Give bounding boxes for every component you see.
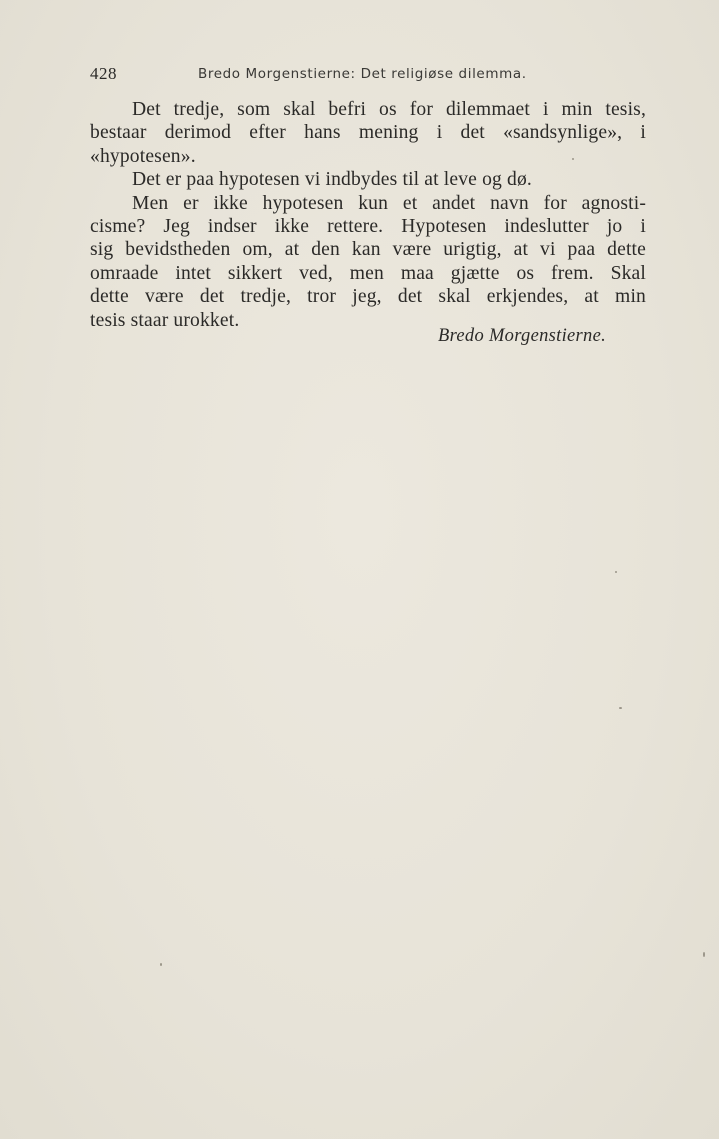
text-line: cisme? Jeg indser ikke rettere. Hypotesen indeslutter jo i (90, 216, 646, 238)
body-text (90, 98, 646, 332)
text-line: tesis staar urokket. (90, 309, 240, 331)
running-title: Bredo Morgenstierne: Det religiøse dilemma. (198, 66, 527, 82)
paper-speck (619, 707, 622, 709)
text-line: omraade intet sikkert ved, men maa gjætte os frem. Skal (90, 262, 646, 284)
text-line: Det tredje, som skal befri os for dilemmaet i min tesis, (132, 99, 646, 120)
paper-speck (572, 158, 574, 160)
running-head (90, 64, 645, 86)
paper-speck (615, 571, 617, 573)
text-line: Det er paa hypotesen vi indbydes til at leve og dø. (132, 169, 532, 191)
text-line: dette være det tredje, tror jeg, det skal erkjendes, at min (90, 286, 646, 308)
text-line: bestaar derimod efter hans mening i det «sandsynlige», i (90, 122, 646, 144)
text-line: Men er ikke hypotesen kun et andet navn for agnosti- (132, 192, 646, 214)
author-signature: Bredo Morgenstierne. (438, 326, 607, 346)
page-number: 428 (90, 64, 117, 83)
text-line: «hypotesen». (90, 145, 196, 167)
text-line: sig bevidstheden om, at den kan være urigtig, at vi paa dette (90, 239, 646, 261)
paper-speck (703, 952, 705, 957)
paper-speck (160, 963, 162, 966)
